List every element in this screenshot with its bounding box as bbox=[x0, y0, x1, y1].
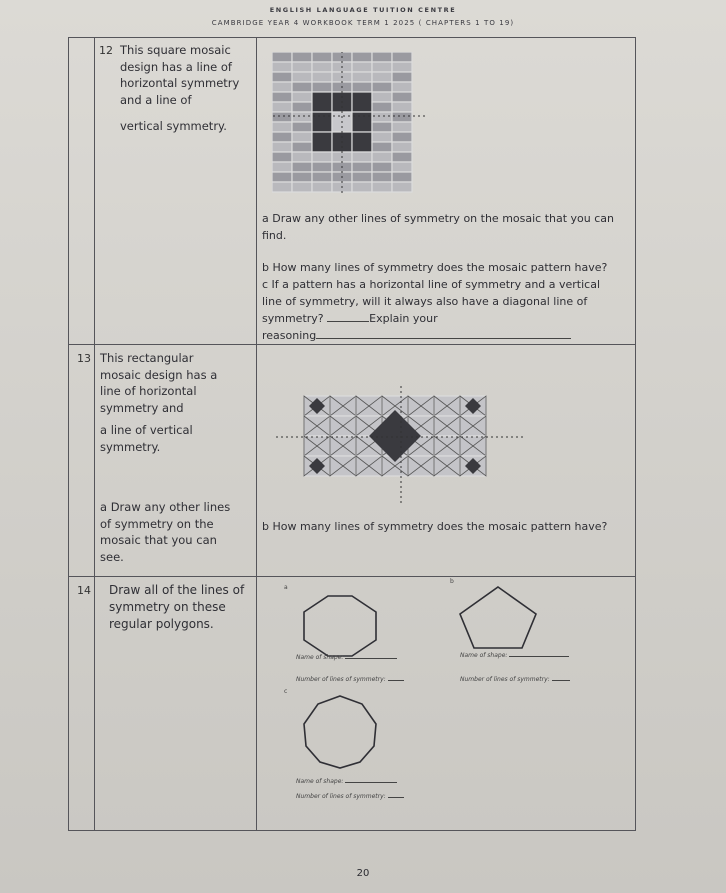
q14-label-c: c bbox=[284, 688, 288, 695]
mosaic-tile bbox=[312, 52, 332, 62]
shape-c-lines: Number of lines of symmetry: bbox=[296, 793, 404, 800]
mosaic-tile bbox=[392, 112, 412, 122]
mosaic-tile bbox=[272, 62, 292, 72]
shape-a-name: Name of shape: bbox=[296, 654, 397, 661]
mosaic-tile bbox=[352, 182, 372, 192]
mosaic-tile bbox=[392, 162, 412, 172]
mosaic-tile bbox=[392, 102, 412, 112]
mosaic-tile bbox=[292, 82, 312, 92]
mosaic-tile bbox=[292, 152, 312, 162]
q13-part-a: a Draw any other lines of symmetry on the mosaic that you can see. bbox=[100, 500, 231, 564]
mosaic-tile bbox=[372, 52, 392, 62]
mosaic-tile bbox=[292, 92, 312, 102]
mosaic-tile bbox=[392, 122, 412, 132]
mosaic-tile bbox=[272, 172, 292, 182]
mosaic-tile bbox=[292, 142, 312, 152]
mosaic-tile bbox=[292, 52, 312, 62]
mosaic-tile bbox=[372, 72, 392, 82]
mosaic-tile bbox=[312, 182, 332, 192]
shape-a-lines: Number of lines of symmetry: bbox=[296, 676, 404, 683]
mosaic-tile bbox=[372, 62, 392, 72]
mosaic-tile bbox=[312, 72, 332, 82]
mosaic-tile bbox=[292, 72, 312, 82]
mosaic-tile bbox=[352, 112, 372, 132]
mosaic-tile bbox=[392, 52, 412, 62]
mosaic-tile bbox=[352, 72, 372, 82]
mosaic-tile bbox=[392, 132, 412, 142]
mosaic-tile bbox=[392, 182, 412, 192]
q12-c-reasoning-blank[interactable] bbox=[316, 338, 571, 339]
mosaic-tile bbox=[352, 62, 372, 72]
mosaic-tile bbox=[272, 112, 292, 122]
question-number-14: 14 bbox=[77, 584, 91, 597]
mosaic-tile bbox=[292, 172, 312, 182]
mosaic-tile bbox=[272, 92, 292, 102]
mosaic-tile bbox=[392, 142, 412, 152]
mosaic-tile bbox=[272, 132, 292, 142]
q14-label-b: b bbox=[450, 578, 454, 585]
mosaic-tile bbox=[272, 152, 292, 162]
mosaic-tiles bbox=[304, 396, 486, 476]
mosaic-tile bbox=[272, 162, 292, 172]
mosaic-tile bbox=[372, 82, 392, 92]
mosaic-tile bbox=[312, 92, 332, 112]
q14-intro: Draw all of the lines of symmetry on these regular polygons. bbox=[109, 583, 245, 631]
mosaic-tile bbox=[392, 172, 412, 182]
mosaic-tile bbox=[312, 162, 332, 172]
number-column-divider bbox=[94, 37, 95, 831]
mosaic-tile bbox=[392, 62, 412, 72]
q12-part-c: c If a pattern has a horizontal line of symmetry and a vertical line of symmetry, will it always also have a diagonal line of symmetry? Explain your reasoning bbox=[262, 278, 601, 342]
row-divider-12-13 bbox=[68, 344, 636, 345]
mosaic-tile bbox=[272, 52, 292, 62]
mosaic-tile bbox=[352, 162, 372, 172]
shape-b-name: Name of shape: bbox=[460, 652, 569, 659]
nonagon-shape[interactable] bbox=[290, 692, 390, 772]
mosaic-tile bbox=[372, 172, 392, 182]
mosaic-tile bbox=[312, 62, 332, 72]
q13-part-b: b How many lines of symmetry does the mosaic pattern have? bbox=[262, 520, 608, 533]
q12-part-a: a Draw any other lines of symmetry on the mosaic that you can find. bbox=[262, 212, 615, 242]
mosaic-tile bbox=[392, 82, 412, 92]
mosaic-tile bbox=[372, 132, 392, 142]
shape-c-name: Name of shape: bbox=[296, 778, 397, 785]
mosaic-tile bbox=[372, 142, 392, 152]
pentagon-shape[interactable] bbox=[448, 584, 548, 654]
mosaic-tile bbox=[372, 92, 392, 102]
mosaic-tile bbox=[312, 112, 332, 132]
mosaic-tile bbox=[352, 92, 372, 112]
question-number-13: 13 bbox=[77, 352, 91, 365]
mosaic-tile bbox=[272, 72, 292, 82]
mosaic-tile bbox=[312, 152, 332, 162]
mosaic-tile bbox=[352, 172, 372, 182]
mosaic-tile bbox=[392, 152, 412, 162]
q12-part-b: b How many lines of symmetry does the mosaic pattern have? bbox=[262, 261, 608, 274]
mosaic-tile bbox=[272, 182, 292, 192]
shape-b-lines: Number of lines of symmetry: bbox=[460, 676, 570, 683]
mosaic-tile bbox=[372, 112, 392, 122]
mosaic-tile bbox=[392, 72, 412, 82]
mosaic-tile bbox=[272, 102, 292, 112]
mosaic-tile bbox=[372, 152, 392, 162]
mosaic-tile bbox=[292, 112, 312, 122]
mosaic-tile bbox=[292, 162, 312, 172]
mosaic-tile bbox=[292, 182, 312, 192]
mosaic-tile bbox=[312, 172, 332, 182]
mosaic-tile bbox=[352, 82, 372, 92]
square-mosaic[interactable] bbox=[272, 52, 432, 197]
question-number-12: 12 bbox=[99, 44, 113, 57]
page-number: 20 bbox=[356, 868, 370, 879]
mosaic-tile bbox=[272, 82, 292, 92]
q12-c-answer-blank[interactable] bbox=[327, 321, 369, 322]
mosaic-tile bbox=[272, 142, 292, 152]
mosaic-tile bbox=[372, 122, 392, 132]
mosaic-tile bbox=[392, 92, 412, 102]
mosaic-tile bbox=[292, 62, 312, 72]
q13-intro: This rectangular mosaic design has a line of horizontal symmetry and a line of vertical symmetry. bbox=[100, 351, 218, 454]
mosaic-tile bbox=[292, 132, 312, 142]
mosaic-tile bbox=[292, 122, 312, 132]
description-column-divider bbox=[256, 37, 257, 831]
mosaic-tile bbox=[372, 162, 392, 172]
workbook-title: CAMBRIDGE YEAR 4 WORKBOOK TERM 1 2025 ( CHAPTERS 1 TO 19) bbox=[211, 19, 515, 27]
mosaic-tile bbox=[312, 132, 332, 152]
mosaic-tile bbox=[272, 122, 292, 132]
mosaic-tile bbox=[292, 102, 312, 112]
rectangular-mosaic[interactable] bbox=[276, 386, 526, 506]
mosaic-tile bbox=[352, 52, 372, 62]
mosaic-tile bbox=[372, 102, 392, 112]
q12-intro: This square mosaic design has a line of horizontal symmetry and a line of vertical symmetry. bbox=[120, 43, 240, 133]
mosaic-tile bbox=[372, 182, 392, 192]
mosaic-tile bbox=[352, 132, 372, 152]
q14-label-a: a bbox=[284, 584, 288, 591]
centre-name: ENGLISH LANGUAGE TUITION CENTRE bbox=[269, 6, 457, 14]
row-divider-13-14 bbox=[68, 576, 636, 577]
octagon-shape[interactable] bbox=[290, 592, 390, 662]
mosaic-tile bbox=[312, 82, 332, 92]
mosaic-tile bbox=[352, 152, 372, 162]
